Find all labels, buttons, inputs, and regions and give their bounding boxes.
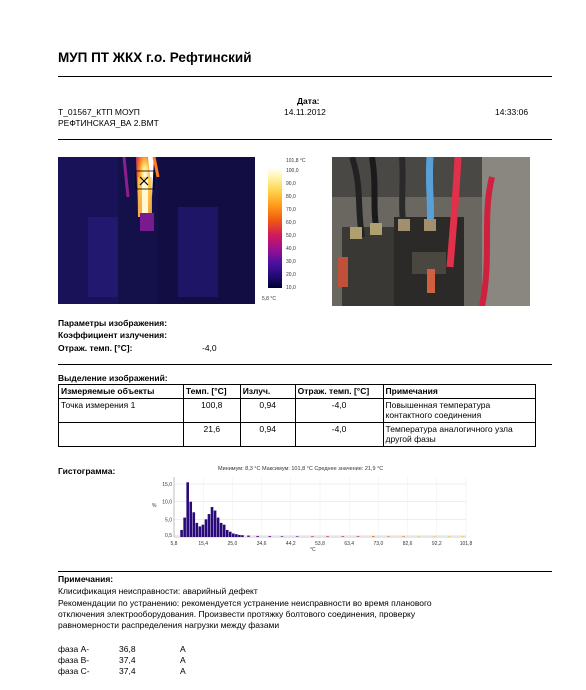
x-tick-label: 5,8 (170, 541, 178, 547)
histogram-bar (372, 536, 375, 537)
notes-line: равномерности распределения нагрузки между фазами (58, 620, 280, 630)
phase-label: фаза С- (58, 666, 90, 676)
refl-temp-value: -4,0 (202, 343, 217, 353)
divider (58, 139, 552, 140)
histogram-bar (232, 533, 235, 537)
date-value: 14.11.2012 (284, 107, 326, 117)
histogram-bar (256, 536, 259, 537)
histogram-bar (183, 518, 186, 537)
histogram-bar (208, 514, 211, 537)
x-tick-label: 15,4 (198, 541, 209, 547)
histogram-bar (247, 536, 250, 537)
scale-tick: 100,0 (286, 168, 299, 174)
phase-unit: А (180, 655, 186, 665)
histogram-bar (220, 523, 223, 537)
histogram-bar (326, 536, 329, 537)
histogram-bar (311, 536, 314, 537)
histogram-bar (342, 536, 345, 537)
histogram-bar (402, 536, 405, 537)
x-tick-label: 92,2 (431, 541, 442, 547)
x-axis-label: °C (310, 547, 316, 553)
histogram-bar (448, 536, 451, 537)
phase-label: фаза В- (58, 655, 90, 665)
table-cell: Точка измерения 1 (59, 398, 184, 422)
histogram-bar (196, 523, 199, 537)
scale-tick: 70,0 (286, 207, 296, 213)
x-tick-label: 34,6 (256, 541, 267, 547)
scale-tick: 90,0 (286, 181, 296, 187)
scale-tick: 40,0 (286, 246, 296, 252)
x-tick-label: 53,8 (315, 541, 325, 547)
column-header: Измеряемые объекты (59, 385, 184, 399)
file-name-line1: T_01567_КТП МОУП (58, 107, 140, 117)
histogram-label: Гистограмма: (58, 466, 116, 476)
histogram-bar (199, 526, 202, 537)
notes-line: Клисификация неисправности: аварийный дефект (58, 586, 258, 596)
scale-tick: 10,0 (286, 285, 296, 291)
notes-title: Примечания: (58, 574, 114, 584)
notes-line: Рекомендации по устранению: рекомендуется устранение неисправности во время планового (58, 598, 432, 608)
table-header-row (59, 385, 536, 399)
histogram-bar (269, 536, 272, 537)
scale-max: 101,8 °C (286, 158, 306, 164)
histogram-bar (214, 511, 217, 537)
thermal-image (58, 157, 255, 304)
x-tick-label: 63,4 (344, 541, 355, 547)
histogram-bar (241, 535, 244, 537)
selection-title: Выделение изображений: (58, 373, 168, 383)
histogram-chart (150, 473, 476, 553)
y-tick-label: 5,0 (165, 517, 172, 524)
y-tick-label: 15,0 (162, 482, 172, 489)
histogram-bar (226, 530, 229, 537)
y-tick-label: 10,0 (162, 499, 172, 506)
table-cell (59, 422, 184, 446)
refl-temp-label: Отраж. темп. [°C]: (58, 343, 133, 353)
emissivity-label: Коэффициент излучения: (58, 330, 168, 340)
histogram-bar (281, 536, 284, 537)
x-tick-label: 101,8 (459, 541, 473, 547)
phase-unit: А (180, 644, 186, 654)
table-cell: 21,6 (183, 422, 240, 446)
table-cell: Температура аналогичного узла другой фазы (383, 422, 535, 446)
x-tick-label: 25,0 (227, 541, 238, 547)
scale-tick: 20,0 (286, 272, 296, 278)
scale-tick: 50,0 (286, 233, 296, 239)
histogram-bar (387, 536, 390, 537)
column-header: Примечания (383, 385, 535, 399)
column-header: Темп. [°C] (183, 385, 240, 399)
histogram-bar (202, 525, 205, 537)
file-name-line2: РЕФТИНСКАЯ_ВА 2.BMT (58, 118, 159, 128)
histogram-bar (223, 525, 226, 537)
divider (58, 571, 552, 572)
thermal-image-graphic (58, 157, 255, 304)
scale-min: 5,8 °C (262, 296, 276, 302)
time-value: 14:33:06 (495, 107, 529, 117)
x-tick-label: 44,2 (285, 541, 296, 547)
histogram-bar (229, 532, 232, 537)
histogram-stats: Минимум: 8,3 °C Максимум: 101,8 °C Среднее значение: 21,9 °C (218, 466, 384, 472)
x-tick-label: 82,6 (402, 541, 413, 547)
phase-value: 37,4 (119, 666, 136, 676)
table-row (59, 398, 536, 422)
table-cell: 0,94 (240, 398, 295, 422)
phase-unit: А (180, 666, 186, 676)
table-row (59, 422, 536, 446)
phase-value: 36,8 (119, 644, 136, 654)
notes-line: отключения электрооборудования. Произвести протяжку болтового соединения, проверку (58, 609, 416, 619)
histogram-bar (189, 502, 192, 537)
y-axis-label: % (152, 503, 157, 509)
visual-photo-graphic (332, 157, 530, 306)
divider (58, 76, 552, 77)
histogram-bar (186, 482, 189, 537)
params-title: Параметры изображения: (58, 318, 168, 328)
column-header: Излуч. (240, 385, 295, 399)
table-cell: -4,0 (295, 422, 383, 446)
histogram-bar (235, 534, 238, 537)
phase-value: 37,4 (119, 655, 136, 665)
measurements-table (58, 384, 536, 447)
histogram-bar (462, 536, 465, 537)
visual-photo (332, 157, 530, 306)
histogram-bar (238, 535, 241, 537)
divider (58, 364, 552, 365)
column-header: Отраж. темп. [°C] (295, 385, 383, 399)
report-title: МУП ПТ ЖКХ г.о. Рефтинский (58, 50, 252, 65)
x-tick-label: 73,0 (373, 541, 384, 547)
date-label: Дата: (297, 96, 320, 106)
scale-tick: 30,0 (286, 259, 296, 265)
y-tick-label: 0,5 (165, 533, 172, 540)
histogram-bar (433, 536, 436, 537)
histogram-bar (205, 519, 208, 537)
scale-tick: 60,0 (286, 220, 296, 226)
histogram-bar (296, 536, 299, 537)
histogram-bar (211, 507, 214, 537)
table-cell: Повышенная температура контактного соединения (383, 398, 535, 422)
histogram-bar (217, 518, 220, 537)
table-cell: -4,0 (295, 398, 383, 422)
table-cell: 100,8 (183, 398, 240, 422)
color-scale-bar (268, 167, 282, 288)
histogram-bar (180, 530, 183, 537)
table-cell: 0,94 (240, 422, 295, 446)
histogram-bar (418, 536, 421, 537)
histogram-bar (192, 512, 195, 537)
scale-tick: 80,0 (286, 194, 296, 200)
phase-label: фаза А- (58, 644, 90, 654)
histogram-bar (357, 536, 360, 537)
